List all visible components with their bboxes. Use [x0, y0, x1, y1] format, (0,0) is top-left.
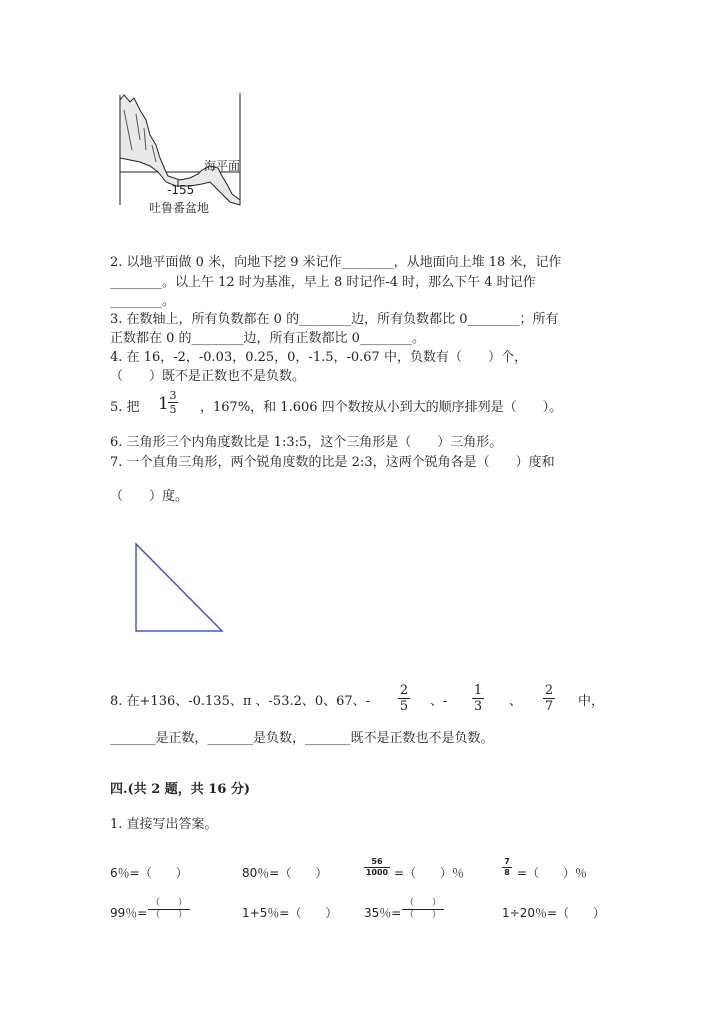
q5-fraction: [168, 390, 178, 415]
q8-suffix: 中，: [578, 694, 605, 709]
exercise-5-prefix: 99％=: [110, 906, 148, 920]
q8-f1-num: 2: [399, 683, 409, 698]
sea-level-label: 海平面: [204, 159, 241, 173]
exercise-1: 6％=（ ）: [110, 866, 188, 880]
exercise-3-num: 56: [371, 857, 383, 866]
q6-text: 6. 三角形三个内角度数比是 1:3:5，这个三角形是（ ）三角形。: [110, 435, 503, 450]
section-4-title: 四.(共 2 题，共 16 分): [110, 782, 251, 797]
exercise-6: 1+5％=（ ）: [242, 906, 338, 920]
q2-line2: ________。以上午 12 时为基准，早上 8 时记作-4 时，那么下午 4 时记作: [110, 275, 536, 290]
q7-line1: 7. 一个直角三角形，两个锐角度数的比是 2:3，这两个锐角各是（ ）度和: [110, 455, 555, 470]
exercise-4-num: 7: [504, 857, 510, 866]
exercise-7-den: （ ）: [404, 910, 441, 920]
q5-mixed-whole: 1: [158, 394, 169, 414]
q8-sep1: 、-: [430, 694, 448, 709]
q8-line2: _______是正数，_______是负数，_______既不是正数也不是负数。: [110, 731, 494, 746]
exercise-4-tail: =（ ）％: [517, 866, 588, 880]
q5-denominator: 5: [169, 403, 177, 416]
triangle-shape: [136, 544, 222, 631]
exercise-3-den: 1000: [365, 868, 389, 877]
depth-label: -155: [167, 183, 195, 197]
exercise-5-num: （ ）: [150, 898, 187, 908]
exercise-7-prefix: 35％=: [364, 906, 402, 920]
q7-line2: （ ）度。: [110, 489, 189, 504]
exercise-8: 1÷20％=（ ）: [502, 906, 606, 920]
exercise-3-tail: =（ ）％: [394, 866, 465, 880]
q5-prefix: 5. 把: [110, 400, 140, 415]
q2-line1: 2. 以地平面做 0 米，向地下挖 9 米记作________，从地面向上堆 18 米，记作: [110, 255, 562, 270]
q8-f3-num: 2: [544, 683, 554, 698]
q8-fraction-2: [472, 684, 484, 713]
exercise-4-den: 8: [504, 868, 510, 877]
exercise-5-den: （ ）: [150, 910, 187, 920]
q8-fraction-1: [398, 684, 410, 713]
q2-line3: ________。: [110, 294, 176, 309]
exercise-4-fraction: [502, 858, 512, 877]
section-4-q1: 1. 直接写出答案。: [110, 817, 218, 832]
q8-f2-num: 1: [473, 683, 483, 698]
q5-numerator: 3: [169, 389, 177, 402]
exercise-5-fraction: [148, 899, 190, 920]
q5-suffix: ，167%，和 1.606 四个数按从小到大的顺序排列是（ ）。: [200, 400, 563, 415]
q8-prefix: 8. 在+136、-0.135、π 、-53.2、0、67、-: [110, 694, 371, 709]
q4-line1: 4. 在 16，-2，-0.03，0.25，0，-1.5，-0.67 中，负数有（ ）个，: [110, 350, 527, 365]
q3-line1: 3. 在数轴上，所有负数都在 0 的________边，所有负数都比 0________；所有: [110, 312, 559, 327]
q8-fraction-3: [543, 684, 555, 713]
exercise-2: 80％=（ ）: [242, 866, 328, 880]
q8-sep2: 、: [509, 694, 523, 709]
right-triangle: [130, 540, 230, 636]
exercise-3-fraction: [364, 858, 390, 877]
exercise-7-fraction: [402, 899, 444, 920]
exercise-7-num: （ ）: [404, 898, 441, 908]
basin-label: 吐鲁番盆地: [149, 201, 210, 215]
q8-f3-den: 7: [544, 699, 554, 714]
q4-line2: （ ）既不是正数也不是负数。: [110, 369, 306, 384]
q8-f1-den: 5: [399, 699, 409, 714]
q3-line2: 正数都在 0 的________边，所有正数都比 0________。: [110, 331, 425, 346]
q8-f2-den: 3: [473, 699, 483, 714]
